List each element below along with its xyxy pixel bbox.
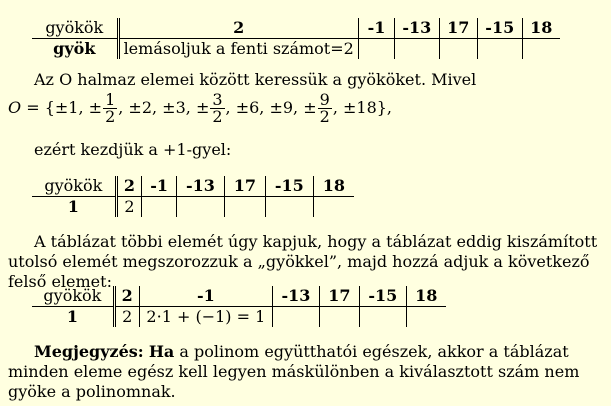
- table2-header-cell: 17: [224, 176, 265, 197]
- table1-cell: [439, 39, 477, 60]
- table2-cell: [266, 197, 314, 218]
- table2-cell: 2: [116, 197, 141, 218]
- table1-cell: [522, 39, 560, 60]
- fraction-numerator: 9: [319, 90, 330, 109]
- table2-header-cell: -15: [266, 176, 314, 197]
- table3-cell: [406, 307, 446, 328]
- table1-row-label: gyök: [32, 39, 118, 60]
- fraction-1: [103, 92, 117, 125]
- table3-header-cell: 18: [406, 286, 446, 307]
- fraction-numerator: 1: [105, 90, 116, 109]
- table3-header-cell: -13: [273, 286, 320, 307]
- note-text: a polinom együtthatói egészek, akkor a táblázat minden eleme egész kell legyen máskülönben a kiválasztott szám nem gyöke a polinomnak.: [8, 342, 580, 401]
- table2-cell: [224, 197, 265, 218]
- note-label: Megjegyzés:: [34, 342, 144, 361]
- table3-cell: [319, 307, 359, 328]
- note-paragraph: [8, 342, 604, 402]
- table3-cell: [273, 307, 320, 328]
- table1-header-cell: -15: [478, 18, 522, 39]
- fraction-denominator: 2: [212, 107, 223, 126]
- fraction-2: [210, 92, 224, 125]
- set-definition: [8, 90, 604, 126]
- table1-header-cell: 17: [439, 18, 477, 39]
- table3-header-cell: -1: [139, 286, 273, 307]
- table2-header-cell: 18: [313, 176, 354, 197]
- table3-header-cell: 2: [114, 286, 139, 307]
- table1-row-text: lemásoljuk a fenti számot=2: [118, 39, 358, 60]
- note-bold-word: Ha: [148, 342, 175, 361]
- table1-header-cell: -1: [358, 18, 394, 39]
- table3-cell: [360, 307, 407, 328]
- table1-header-roots: gyökök: [32, 18, 118, 39]
- intro-line: Az O halmaz elemei között keressük a gyököket. Mivel: [34, 70, 477, 89]
- paragraph-intro: [8, 70, 604, 90]
- fraction-denominator: 2: [105, 107, 116, 126]
- table1-header-cell: 2: [118, 18, 358, 39]
- paragraph-start: ezért kezdjük a +1-gyel:: [34, 140, 232, 159]
- table1-cell: [358, 39, 394, 60]
- table3-row-label: 1: [32, 307, 114, 328]
- set-part: = {±1, ±: [26, 98, 103, 117]
- table1-cell: [478, 39, 522, 60]
- paragraph-method: A táblázat többi elemét úgy kapjuk, hogy a táblázat eddig kiszámított utolsó elemét megszorozzuk a „gyökkel”, majd hozzá adjuk a következő felső elemet:: [8, 232, 598, 291]
- table2-header-roots: gyökök: [32, 176, 116, 197]
- table2-header-cell: 2: [116, 176, 141, 197]
- set-symbol: O: [8, 98, 22, 117]
- table2-row-label: 1: [32, 197, 116, 218]
- fraction-numerator: 3: [212, 90, 223, 109]
- table2-cell: [313, 197, 354, 218]
- table2-cell: [142, 197, 177, 218]
- fraction-3: [318, 92, 332, 125]
- table2-header-cell: -13: [177, 176, 225, 197]
- table2-cell: [177, 197, 225, 218]
- set-part: , ±2, ±3, ±: [118, 98, 210, 117]
- table2-header-cell: -1: [142, 176, 177, 197]
- table-3: [32, 286, 446, 327]
- set-part: , ±6, ±9, ±: [225, 98, 317, 117]
- table-2: [32, 176, 354, 217]
- set-part: , ±18},: [332, 98, 393, 117]
- table1-header-cell: 18: [522, 18, 560, 39]
- table1-header-cell: -13: [395, 18, 439, 39]
- table3-header-cell: 17: [319, 286, 359, 307]
- table3-formula-cell: 2·1 + (−1) = 1: [139, 307, 273, 328]
- table3-cell: 2: [114, 307, 139, 328]
- table1-cell: [395, 39, 439, 60]
- fraction-denominator: 2: [319, 107, 330, 126]
- table3-header-cell: -15: [360, 286, 407, 307]
- table-1: [32, 18, 560, 59]
- table3-header-roots: gyökök: [32, 286, 114, 307]
